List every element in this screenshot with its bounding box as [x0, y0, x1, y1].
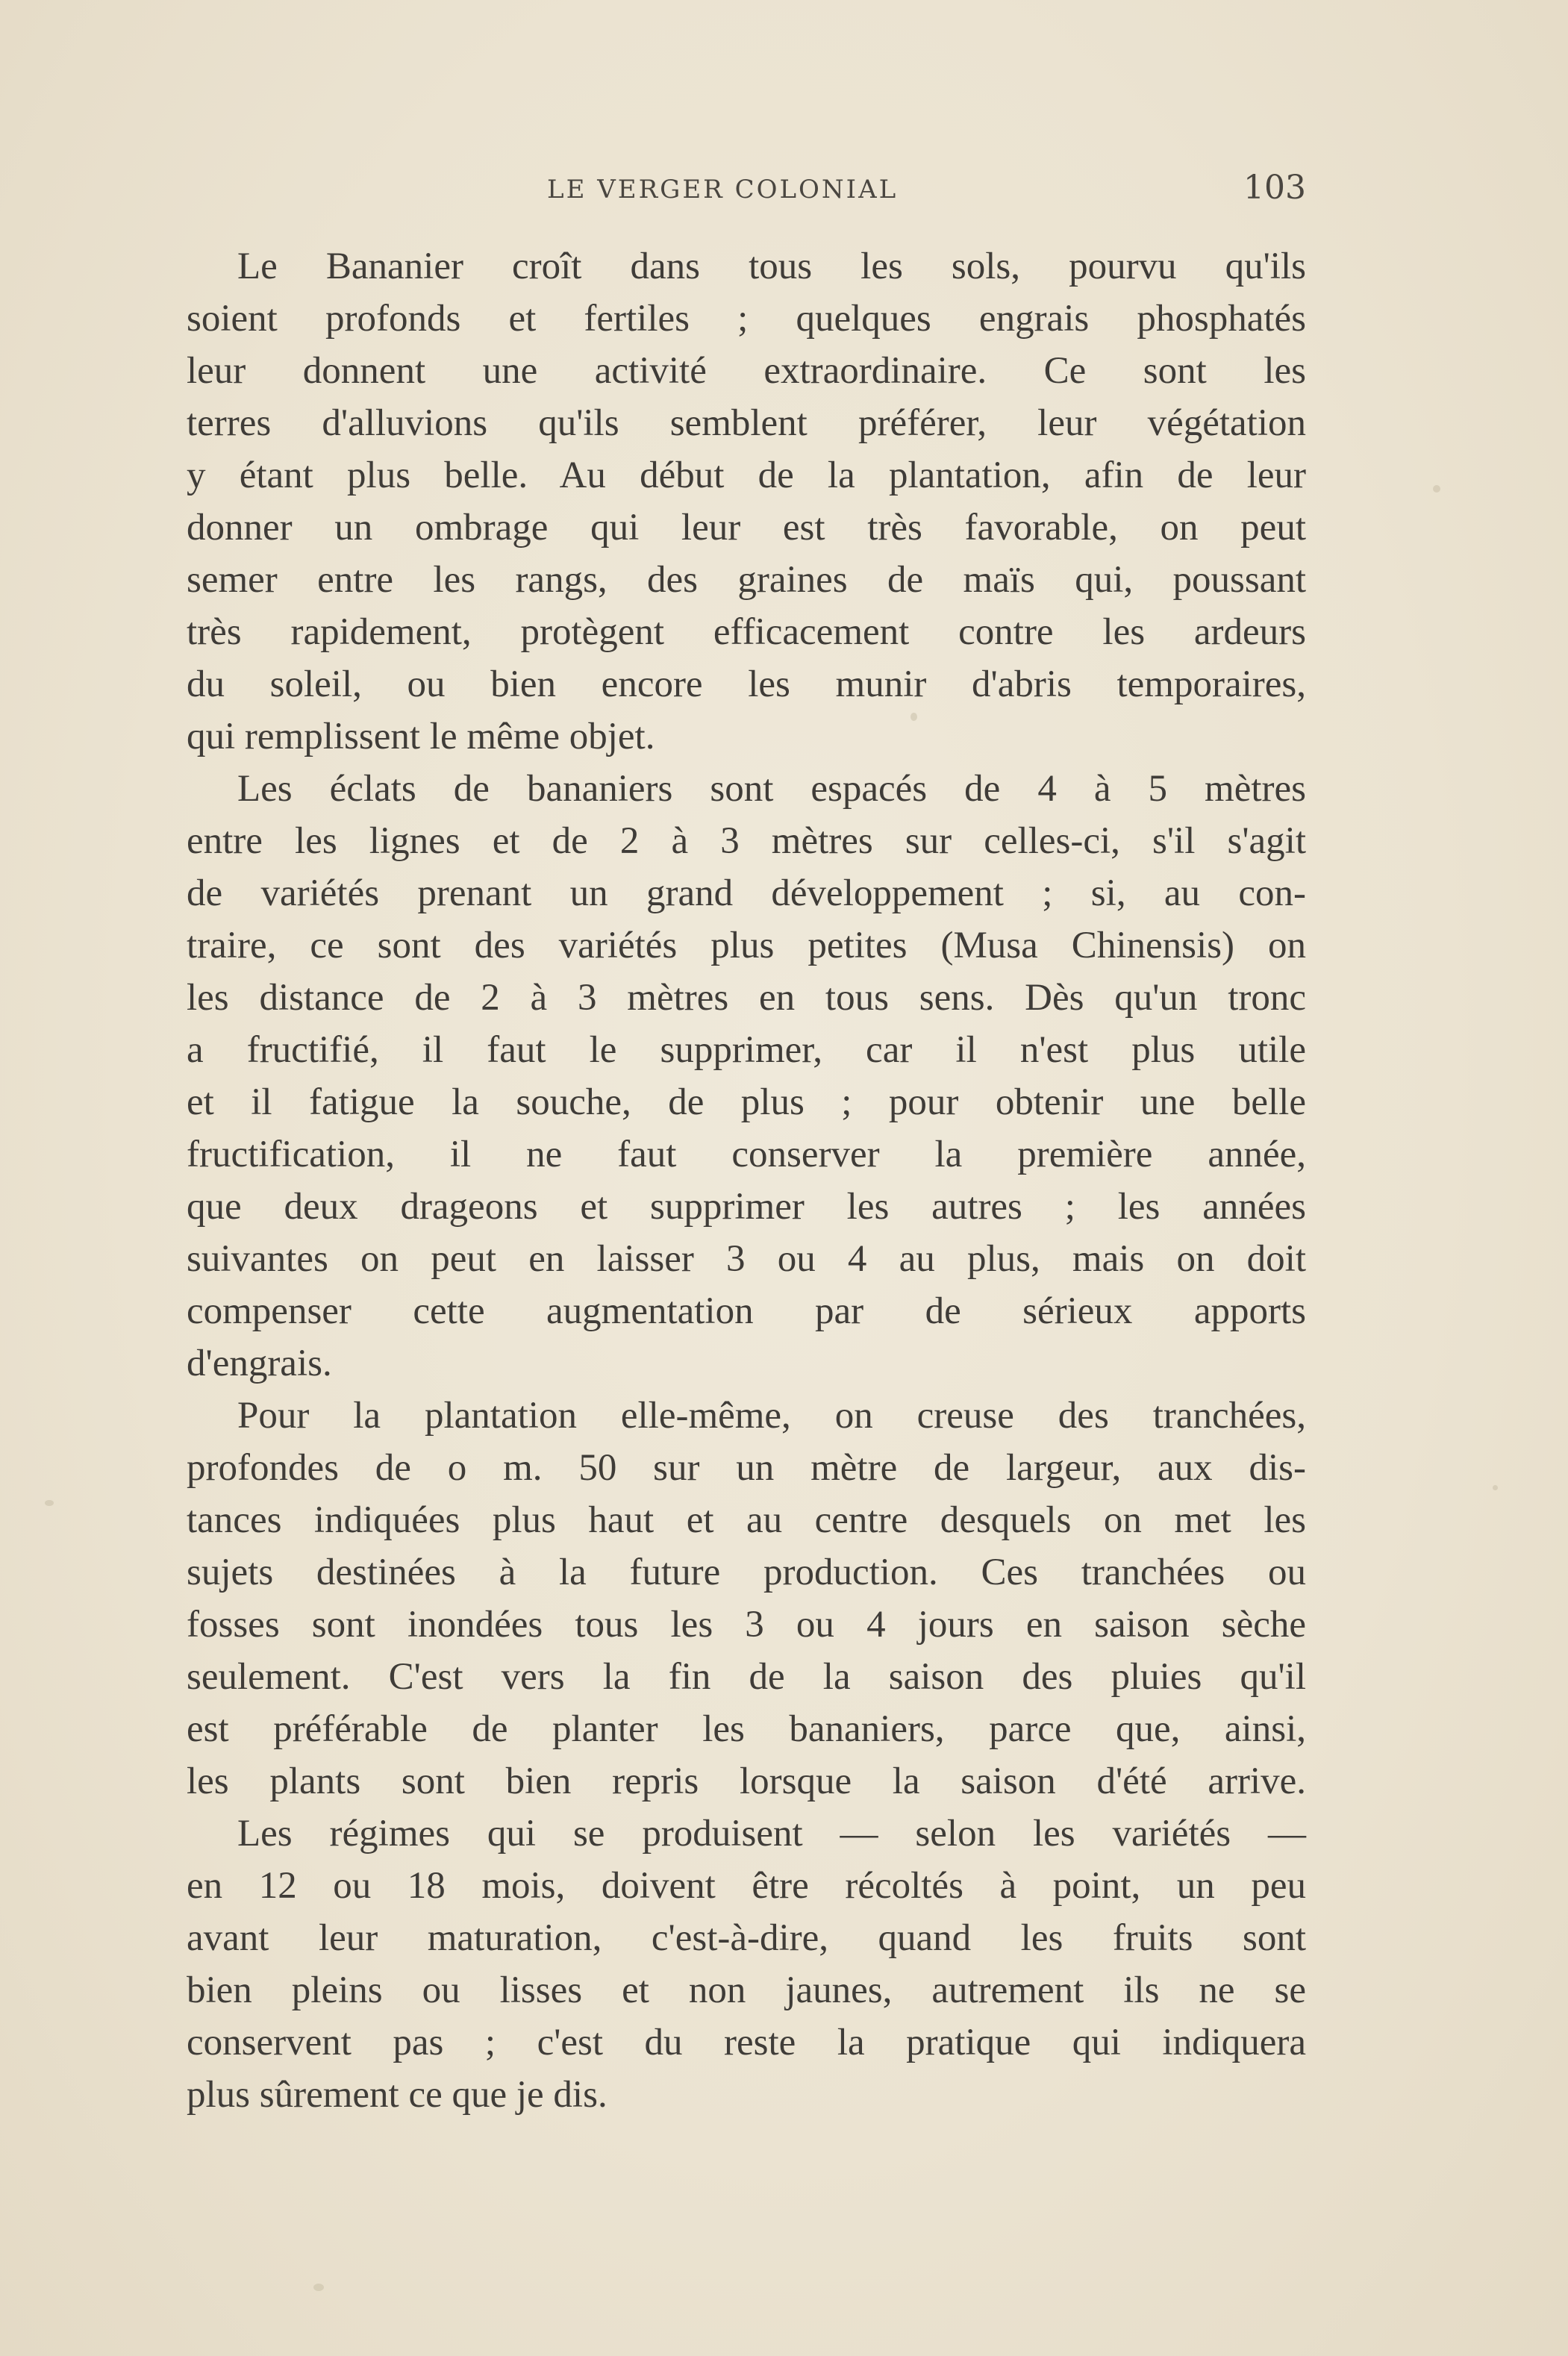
paper-speck [45, 1500, 54, 1506]
text-line: donner un ombrage qui leur est très favorable, on peut [187, 507, 1306, 549]
text-line: leur donnent une activité extraordinaire. Ce sont les [187, 350, 1306, 392]
page-number: 103 [1243, 169, 1306, 207]
text-line: soient profonds et fertiles ; quelques engrais phosphatés [187, 298, 1306, 340]
text-line: semer entre les rangs, des graines de maïs qui, poussant [187, 559, 1306, 601]
text-line: sujets destinées à la future production. Ces tranchées ou [187, 1552, 1306, 1593]
text-line: Les régimes qui se produisent — selon les variétés — [237, 1813, 1306, 1855]
text-line: qui remplissent le même objet. [187, 716, 655, 757]
text-line: les distance de 2 à 3 mètres en tous sens. Dès qu'un tronc [187, 977, 1306, 1019]
text-line: profondes de o m. 50 sur un mètre de largeur, aux dis- [187, 1447, 1306, 1489]
running-title: LE VERGER COLONIAL [547, 175, 899, 204]
paragraph [187, 240, 1306, 763]
text-line: plus sûrement ce que je dis. [187, 2074, 607, 2116]
text-line: seulement. C'est vers la fin de la saison des pluies qu'il [187, 1656, 1306, 1698]
text-line: est préférable de planter les bananiers, parce que, ainsi, [187, 1708, 1306, 1750]
paper-speck [1493, 1485, 1498, 1490]
text-line: fructification, il ne faut conserver la première année, [187, 1134, 1306, 1175]
text-line: fosses sont inondées tous les 3 ou 4 jours en saison sèche [187, 1604, 1306, 1646]
text-line: tances indiquées plus haut et au centre desquels on met les [187, 1499, 1306, 1541]
paragraph [187, 1807, 1306, 2121]
text-line: les plants sont bien repris lorsque la saison d'été arrive. [187, 1760, 1306, 1802]
text-line: très rapidement, protègent efficacement contre les ardeurs [187, 611, 1306, 653]
text-line: Le Bananier croît dans tous les sols, pourvu qu'ils [237, 246, 1306, 287]
text-line: terres d'alluvions qu'ils semblent préférer, leur végétation [187, 402, 1306, 444]
text-line: du soleil, ou bien encore les munir d'abris temporaires, [187, 663, 1306, 705]
text-line: conservent pas ; c'est du reste la pratique qui indiquera [187, 2022, 1306, 2063]
paper-speck [313, 2284, 324, 2291]
text-line: a fructifié, il faut le supprimer, car il n'est plus utile [187, 1029, 1306, 1071]
text-line: y étant plus belle. Au début de la plantation, afin de leur [187, 454, 1306, 496]
text-line: bien pleins ou lisses et non jaunes, autrement ils ne se [187, 1969, 1306, 2011]
text-line: avant leur maturation, c'est-à-dire, quand les fruits sont [187, 1917, 1306, 1959]
text-line: en 12 ou 18 mois, doivent être récoltés à point, un peu [187, 1865, 1306, 1907]
text-line: suivantes on peut en laisser 3 ou 4 au plus, mais on doit [187, 1238, 1306, 1280]
body-text [187, 240, 1306, 2121]
text-line: Pour la plantation elle-même, on creuse des tranchées, [237, 1395, 1306, 1437]
text-line: d'engrais. [187, 1343, 332, 1384]
text-line: Les éclats de bananiers sont espacés de 4 à 5 mètres [237, 768, 1306, 810]
paper-speck [1433, 485, 1440, 493]
text-line: de variétés prenant un grand développement ; si, au con- [187, 872, 1306, 914]
text-line: compenser cette augmentation par de sérieux apports [187, 1290, 1306, 1332]
text-line: que deux drageons et supprimer les autres ; les années [187, 1186, 1306, 1228]
page-header [187, 169, 1306, 213]
text-line: et il fatigue la souche, de plus ; pour obtenir une belle [187, 1081, 1306, 1123]
paragraph [187, 763, 1306, 1390]
text-line: entre les lignes et de 2 à 3 mètres sur celles-ci, s'il s'agit [187, 820, 1306, 862]
paragraph [187, 1390, 1306, 1807]
text-line: traire, ce sont des variétés plus petites (Musa Chinensis) on [187, 925, 1306, 966]
